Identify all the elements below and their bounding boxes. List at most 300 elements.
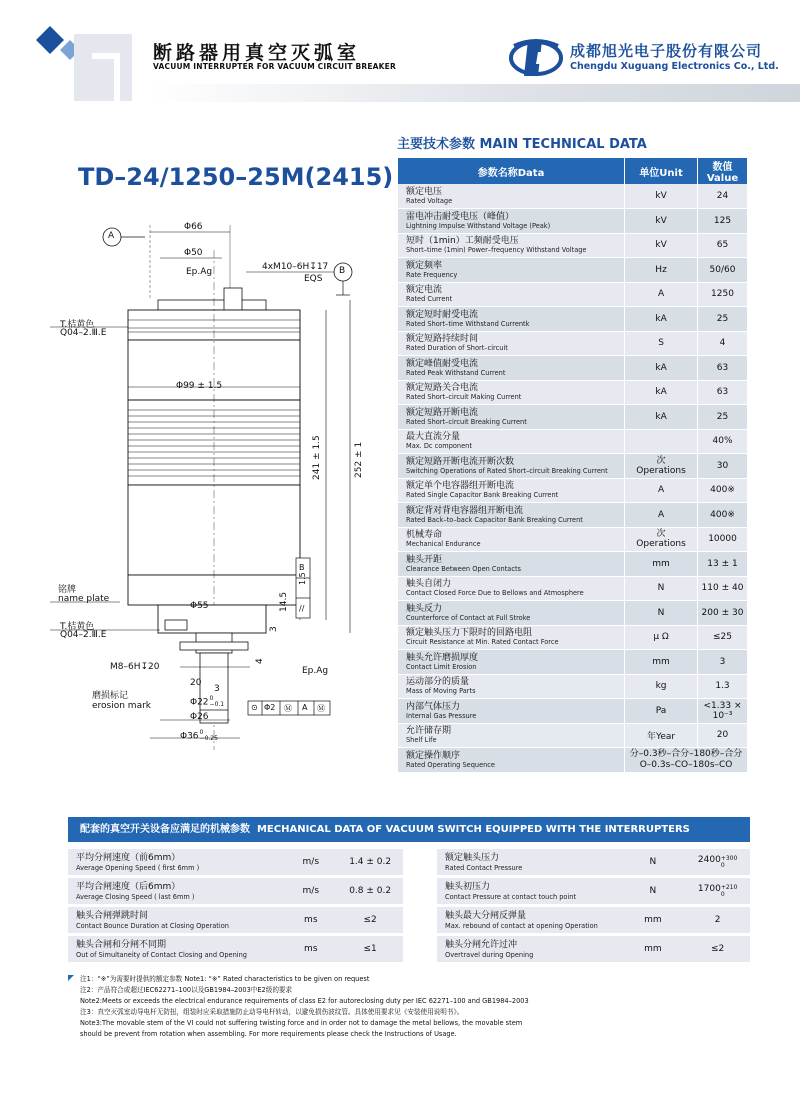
company-logo-icon	[508, 32, 564, 82]
param-value: 40%	[698, 429, 748, 454]
param-unit	[625, 356, 698, 381]
mech-unit: m/s	[284, 849, 338, 875]
param-name	[398, 552, 625, 577]
param-name-cn: 额定短路关合电流	[406, 383, 479, 394]
param-name-en: Rated Back–to–back Capacitor Bank Breaking Current	[406, 515, 583, 524]
tol-frame-2: Φ2	[264, 703, 276, 712]
param-value: 400※	[698, 503, 748, 528]
ep-ag-bot: Ep.Ag	[302, 666, 329, 676]
mech-value: ≤2	[338, 907, 403, 933]
mech-name-en: Out of Simultaneity of Contact Closing and Opening	[76, 950, 247, 959]
param-name-en: Circuit Resistance at Min. Rated Contact Force	[406, 638, 559, 647]
mech-unit: N	[620, 878, 685, 904]
param-unit	[625, 380, 698, 405]
table-row	[398, 307, 748, 332]
param-name-en: Short–time (1min) Power–frequency Withstand Voltage	[406, 246, 587, 255]
thread-top-spec: 4xM10–6H	[262, 262, 310, 272]
param-name-cn: 短时（1min）工频耐受电压	[406, 236, 519, 247]
param-name-en: Rated Short–time Withstand Currentk	[406, 319, 530, 328]
param-unit	[625, 184, 698, 209]
param-name	[398, 576, 625, 601]
unit-text: mm	[652, 558, 670, 569]
unit-text: kV	[655, 191, 667, 201]
param-name-en: Rated Voltage	[406, 197, 453, 205]
mech-value: 0.8 ± 0.2	[338, 878, 403, 904]
param-name	[398, 307, 625, 332]
param-name-cn: 额定操作顺序	[406, 750, 461, 761]
param-value: 20	[698, 723, 748, 748]
tol-bot: 0	[720, 891, 725, 898]
column-gap	[403, 878, 438, 904]
dim-14-5: 14.5	[279, 591, 289, 612]
main-data-body	[398, 184, 748, 772]
column-gap	[403, 907, 438, 933]
param-unit	[625, 282, 698, 307]
table-row	[398, 748, 748, 773]
param-name-cn: 最大直流分量	[406, 432, 461, 443]
param-name	[398, 601, 625, 626]
table-row	[398, 356, 748, 381]
col-header-unit: 单位Unit	[625, 158, 698, 184]
mech-name-en: Contact Pressure at contact touch point	[445, 892, 577, 901]
param-name	[398, 356, 625, 381]
param-value: 24	[698, 184, 748, 209]
dim-241: 241 ± 1.5	[312, 435, 322, 480]
sequence-en: O–0.3s–CO–180s–CO	[639, 759, 733, 770]
param-name	[398, 331, 625, 356]
table-row	[398, 552, 748, 577]
table-row	[398, 478, 748, 503]
param-name-cn: 触头允许磨损厚度	[406, 652, 479, 663]
header-gradient-band	[148, 84, 800, 102]
mech-unit: mm	[620, 936, 685, 962]
table-row	[398, 527, 748, 552]
param-name-en: Max. Dc component	[406, 442, 472, 451]
param-name-cn: 额定背对背电容器组开断电流	[406, 505, 524, 516]
mech-name-en: Rated Contact Pressure	[445, 863, 523, 872]
mech-name-en: Contact Bounce Duration at Closing Operation	[76, 921, 229, 930]
note-line: 注2：产品符合或超过IEC62271–100以及GB1984–2003中E2级的要求	[80, 986, 293, 994]
flatness-value: 1.5	[298, 572, 307, 585]
mech-name-cn: 触头最大分闸反弹量	[445, 910, 527, 921]
table-row	[398, 699, 748, 724]
eqs-label: EQS	[304, 274, 323, 284]
mech-name-cn: 触头合闸弹跳时间	[76, 910, 149, 921]
param-name	[398, 282, 625, 307]
param-unit	[625, 209, 698, 234]
mech-data-table	[68, 846, 750, 965]
param-name-cn: 额定短路开断电流开断次数	[406, 456, 515, 467]
m8-spec: M8–6H	[110, 662, 141, 672]
param-name	[398, 258, 625, 283]
note-line: Note2:Meets or exceeds the electrical endurance requirements of class E2 for autoreclosing duty per IEC 62271–100 and GB1984–2003	[80, 997, 529, 1005]
table-row	[398, 282, 748, 307]
param-unit	[625, 723, 698, 748]
interrupter-drawing	[50, 210, 395, 755]
tolerance	[721, 884, 737, 898]
unit-text: 次	[656, 529, 666, 540]
mech-title-cn: 配套的真空开关设备应满足的机械参数	[80, 824, 250, 835]
dim-dia66: Φ66	[184, 222, 203, 232]
param-name	[398, 527, 625, 552]
tol-frame-4: A	[302, 703, 308, 712]
param-unit	[625, 674, 698, 699]
interrupter-drawing-svg	[50, 210, 395, 755]
mech-name-en: Average Opening Speed ( first 6mm )	[76, 863, 200, 872]
param-name-cn: 额定短时耐受电流	[406, 309, 479, 320]
param-name-en: Lightning Impulse Withstand Voltage (Peak)	[406, 221, 551, 230]
param-unit	[625, 625, 698, 650]
param-name-en: Rated Operating Sequence	[406, 760, 495, 769]
unit-text: 次	[656, 455, 666, 466]
param-value: 1.3	[698, 674, 748, 699]
param-name	[398, 699, 625, 724]
param-name-cn: 额定峰值耐受电流	[406, 358, 479, 369]
ep-ag-top: Ep.Ag	[186, 267, 213, 277]
q04-bot: Q04–2.Ⅲ.E	[60, 630, 107, 640]
param-name-en: Switching Operations of Rated Short–circuit Breaking Current	[406, 466, 608, 475]
param-unit	[625, 601, 698, 626]
col-header-value: 数值Value	[698, 158, 748, 184]
param-name-cn: 触头自闭力	[406, 579, 452, 590]
param-name-cn: 额定触头压力下限时的回路电阻	[406, 628, 533, 639]
param-value: 25	[698, 307, 748, 332]
dim-20: 20	[190, 678, 202, 688]
tol-frame-3: Ⓜ	[284, 704, 292, 713]
mech-param-name	[437, 907, 620, 933]
param-unit	[625, 650, 698, 675]
param-unit	[625, 699, 698, 724]
model-number-title: TD–24/1250–25M(2415)	[78, 163, 394, 191]
param-unit	[625, 576, 698, 601]
unit-text: kV	[655, 240, 667, 251]
unit-text: kA	[655, 313, 667, 324]
erosion-mark-cn: 磨损标记	[92, 691, 129, 701]
sequence-cn: 分–0.3秒–合分–180秒–合分	[629, 748, 743, 759]
mech-param-name	[437, 878, 620, 904]
unit-text: kg	[655, 681, 667, 692]
table-row	[398, 209, 748, 234]
unit-text: Hz	[655, 264, 667, 275]
t-orange-top: T.桔黄色	[60, 320, 95, 330]
nameplate-label-en: name plate	[58, 594, 110, 604]
note-line: should be prevent from rotation when assembling. For more requirements please check the Instructions of Usage.	[80, 1030, 457, 1038]
param-unit	[625, 331, 698, 356]
unit-text-2: Operations	[636, 465, 686, 476]
param-name-cn: 触头反力	[406, 603, 443, 614]
mech-unit: m/s	[284, 878, 338, 904]
param-name-cn: 额定电压	[406, 187, 443, 197]
param-name-en: Contact Closed Force Due to Bellows and Atmosphere	[406, 589, 584, 598]
mech-unit: N	[620, 849, 685, 875]
mech-data-header	[68, 817, 750, 842]
unit-text: A	[657, 289, 665, 300]
tol-frame-1: ⊙	[251, 703, 258, 712]
param-value: 400※	[698, 478, 748, 503]
param-name	[398, 233, 625, 258]
param-name	[398, 674, 625, 699]
mech-name-en: Average Closing Speed ( last 6mm )	[76, 892, 195, 901]
unit-text: kV	[655, 215, 667, 226]
table-row	[398, 429, 748, 454]
table-row	[398, 405, 748, 430]
drawing-marker-a: A	[108, 231, 115, 241]
param-name-en: Rate Frequency	[406, 270, 458, 279]
param-name-cn: 运动部分的质量	[406, 677, 470, 688]
dia22-tol-top: 0	[209, 695, 214, 702]
mech-value	[685, 907, 750, 933]
unit-text: 年Year	[647, 731, 676, 742]
param-unit	[625, 552, 698, 577]
tol-top: +210	[720, 884, 738, 891]
thread-top-depth: 17	[316, 262, 329, 272]
column-gap	[403, 936, 438, 962]
param-value: <1.33 × 10⁻³	[698, 699, 748, 724]
unit-text: A	[657, 509, 665, 520]
unit-text: kA	[655, 387, 667, 398]
mech-value-main: 2	[714, 915, 721, 925]
table-row	[398, 454, 748, 479]
dim-dia36	[180, 730, 218, 742]
flatness-ref: B	[299, 563, 305, 572]
drawing-marker-b: B	[339, 266, 346, 276]
note-line: 注3：真空灭弧室动导电杆无防扭，组装时应采取措施防止动导电杆转动，以避免损伤波纹管。具体使用要求见《安装使用说明书》。	[80, 1008, 464, 1016]
param-name-en: Counterforce of Contact at Full Stroke	[406, 613, 531, 622]
param-name	[398, 209, 625, 234]
mech-name-cn: 触头分闸允许过冲	[445, 939, 518, 950]
dim-dia22	[190, 696, 224, 708]
param-unit	[625, 478, 698, 503]
param-value: 10000	[698, 527, 748, 552]
table-row	[398, 233, 748, 258]
param-name-cn: 触头开距	[406, 554, 443, 565]
param-name-cn: 额定短路开断电流	[406, 407, 479, 418]
t-orange-bot: T.桔黄色	[60, 622, 95, 632]
param-name	[398, 723, 625, 748]
param-name-en: Contact Limit Erosion	[406, 662, 477, 671]
param-value: 125	[698, 209, 748, 234]
param-value: 65	[698, 233, 748, 258]
unit-text: μ Ω	[653, 632, 669, 643]
notes-block	[68, 974, 748, 1040]
param-name-en: Shelf Life	[406, 736, 437, 745]
dim-dia55: Φ55	[190, 601, 209, 611]
unit-text: A	[657, 485, 665, 496]
param-name	[398, 748, 625, 773]
mech-value	[685, 936, 750, 962]
tolerance	[721, 855, 737, 869]
unit-text: mm	[652, 656, 670, 667]
param-name-en: Rated Peak Withstand Current	[406, 368, 506, 377]
param-unit	[625, 429, 698, 454]
param-name-en: Rated Short–circuit Making Current	[406, 393, 522, 402]
param-name-cn: 额定电流	[406, 285, 443, 296]
param-value: 200 ± 30	[698, 601, 748, 626]
param-name-en: Rated Duration of Short–circuit	[406, 344, 508, 353]
param-value: 63	[698, 380, 748, 405]
param-name-en: Rated Current	[406, 295, 453, 304]
param-unit	[625, 405, 698, 430]
mech-value	[685, 849, 750, 875]
dia36-value: Φ36	[180, 731, 199, 742]
tol-frame-5: Ⓜ	[317, 704, 325, 713]
param-name	[398, 503, 625, 528]
unit-text: S	[658, 338, 664, 349]
param-name-cn: 额定短路持续时间	[406, 334, 479, 345]
unit-text: N	[657, 583, 665, 594]
param-name-cn: 机械寿命	[406, 530, 443, 541]
param-value: 3	[698, 650, 748, 675]
param-name	[398, 184, 625, 209]
note-line: Note3:The movable stem of the VI could not suffering twisting force and in order not to damage the metal bellows, the movable stem	[80, 1019, 523, 1027]
param-value: 30	[698, 454, 748, 479]
dia22-value: Φ22	[190, 697, 209, 708]
param-name	[398, 405, 625, 430]
param-name-en: Rated Short–circuit Breaking Current	[406, 417, 527, 426]
thread-top	[262, 262, 328, 272]
param-name	[398, 478, 625, 503]
m8-depth: 20	[148, 662, 160, 672]
mech-unit: ms	[284, 907, 338, 933]
table-row	[398, 601, 748, 626]
flatness-symbol: //	[299, 604, 305, 613]
param-unit	[625, 258, 698, 283]
m8-thread	[110, 662, 160, 672]
mech-data-body	[68, 849, 750, 962]
col-header-name: 参数名称Data	[398, 158, 625, 184]
header-title-en: VACUUM INTERRUPTER FOR VACUUM CIRCUIT BREAKER	[153, 62, 396, 71]
dia22-tol-bot: −0.1	[209, 701, 225, 708]
mech-value: ≤1	[338, 936, 403, 962]
mech-value	[685, 878, 750, 904]
nameplate-label-cn: 铭牌	[58, 585, 77, 595]
mech-name-en: Max. rebound of contact at opening Operation	[445, 921, 598, 930]
mech-name-cn: 触头初压力	[445, 881, 491, 892]
table-row	[398, 331, 748, 356]
table-row	[398, 625, 748, 650]
param-value	[625, 748, 748, 773]
header-title-cn: 断路器用真空灭弧室	[153, 42, 361, 64]
main-data-title-cn: 主要技术参数	[397, 137, 476, 152]
dim-4: 4	[255, 658, 265, 664]
param-name	[398, 625, 625, 650]
depth-symbol-2: ↧	[140, 662, 149, 672]
table-row	[398, 380, 748, 405]
param-value: 13 ± 1	[698, 552, 748, 577]
param-unit	[625, 233, 698, 258]
param-name-en: Clearance Between Open Contacts	[406, 564, 521, 573]
page-header	[0, 0, 800, 100]
table-row	[68, 936, 750, 962]
unit-text-2: Operations	[636, 539, 686, 550]
unit-text: kA	[655, 362, 667, 373]
param-unit	[625, 454, 698, 479]
mech-name-cn: 平均合闸速度（后6mm）	[76, 881, 181, 892]
param-unit	[625, 527, 698, 552]
mech-name-cn: 平均分闸速度（前6mm）	[76, 852, 181, 863]
column-gap	[403, 849, 438, 875]
unit-text: kA	[655, 411, 667, 422]
table-row	[398, 576, 748, 601]
unit-text: N	[657, 607, 665, 618]
mech-title-en: MECHANICAL DATA OF VACUUM SWITCH EQUIPPED WITH THE INTERRUPTERS	[256, 824, 690, 835]
table-row	[398, 723, 748, 748]
mech-param-name	[68, 878, 284, 904]
param-name	[398, 650, 625, 675]
dim-dia50: Φ50	[184, 248, 203, 258]
mech-param-name	[68, 849, 284, 875]
param-value: 1250	[698, 282, 748, 307]
company-name-cn: 成都旭光电子股份有限公司	[570, 42, 763, 60]
mech-name-cn: 额定触头压力	[445, 852, 500, 863]
param-name-cn: 额定频率	[406, 260, 443, 271]
mech-value: 1.4 ± 0.2	[338, 849, 403, 875]
dim-3: 3	[269, 626, 279, 632]
mech-unit: mm	[620, 907, 685, 933]
table-row	[398, 650, 748, 675]
brand-diamond-logo	[32, 26, 132, 101]
note-line: 注1：“※”为需要时提供的额定参数 Note1: “※” Rated characteristics to be given on request	[80, 975, 370, 983]
param-value: 4	[698, 331, 748, 356]
mech-value-main: ≤2	[710, 944, 725, 954]
param-name-en: Rated Single Capacitor Bank Breaking Current	[406, 491, 559, 500]
param-name-en: Mass of Moving Parts	[406, 687, 476, 696]
dim-252: 252 ± 1	[354, 441, 364, 478]
dia36-tol-top: 0	[199, 729, 204, 736]
table-row	[68, 849, 750, 875]
param-unit	[625, 307, 698, 332]
mech-param-name	[437, 849, 620, 875]
mech-value-main: 1700	[697, 884, 721, 894]
mech-unit: ms	[284, 936, 338, 962]
param-value: 25	[698, 405, 748, 430]
dim-dia99: Φ99 ± 1.5	[176, 381, 223, 391]
param-unit	[625, 503, 698, 528]
table-row	[68, 907, 750, 933]
company-name-en: Chengdu Xuguang Electronics Co., Ltd.	[570, 61, 779, 72]
mech-name-en: Overtravel during Opening	[445, 950, 534, 959]
param-name-en: Internal Gas Pressure	[406, 711, 477, 720]
param-name-cn: 雷电冲击耐受电压（峰值）	[406, 211, 515, 222]
param-name-cn: 允许储存期	[406, 726, 452, 737]
param-value: 50/60	[698, 258, 748, 283]
mech-param-name	[68, 907, 284, 933]
table-row	[398, 674, 748, 699]
param-name-en: Mechanical Endurance	[406, 540, 481, 549]
tol-top: +300	[720, 855, 738, 862]
table-row	[68, 878, 750, 904]
param-name	[398, 380, 625, 405]
table-row	[398, 184, 748, 209]
table-row	[398, 258, 748, 283]
dim-3b: 3	[214, 684, 220, 694]
param-name-cn: 内部气体压力	[406, 701, 461, 712]
dim-dia26: Φ26	[190, 712, 209, 722]
mech-param-name	[68, 936, 284, 962]
param-name	[398, 429, 625, 454]
q04-top: Q04–2.Ⅲ.E	[60, 328, 107, 338]
main-data-title	[397, 133, 647, 152]
main-data-table	[398, 158, 748, 773]
erosion-mark-en: erosion mark	[92, 701, 152, 711]
notes-bullet-icon	[68, 975, 74, 981]
depth-symbol: ↧	[309, 262, 317, 272]
param-value: ≤25	[698, 625, 748, 650]
table-row	[398, 503, 748, 528]
tol-bot: 0	[720, 862, 725, 869]
param-name-cn: 额定单个电容器组开断电流	[406, 481, 515, 492]
mech-name-cn: 触头合闸和分闸不同期	[76, 939, 167, 950]
